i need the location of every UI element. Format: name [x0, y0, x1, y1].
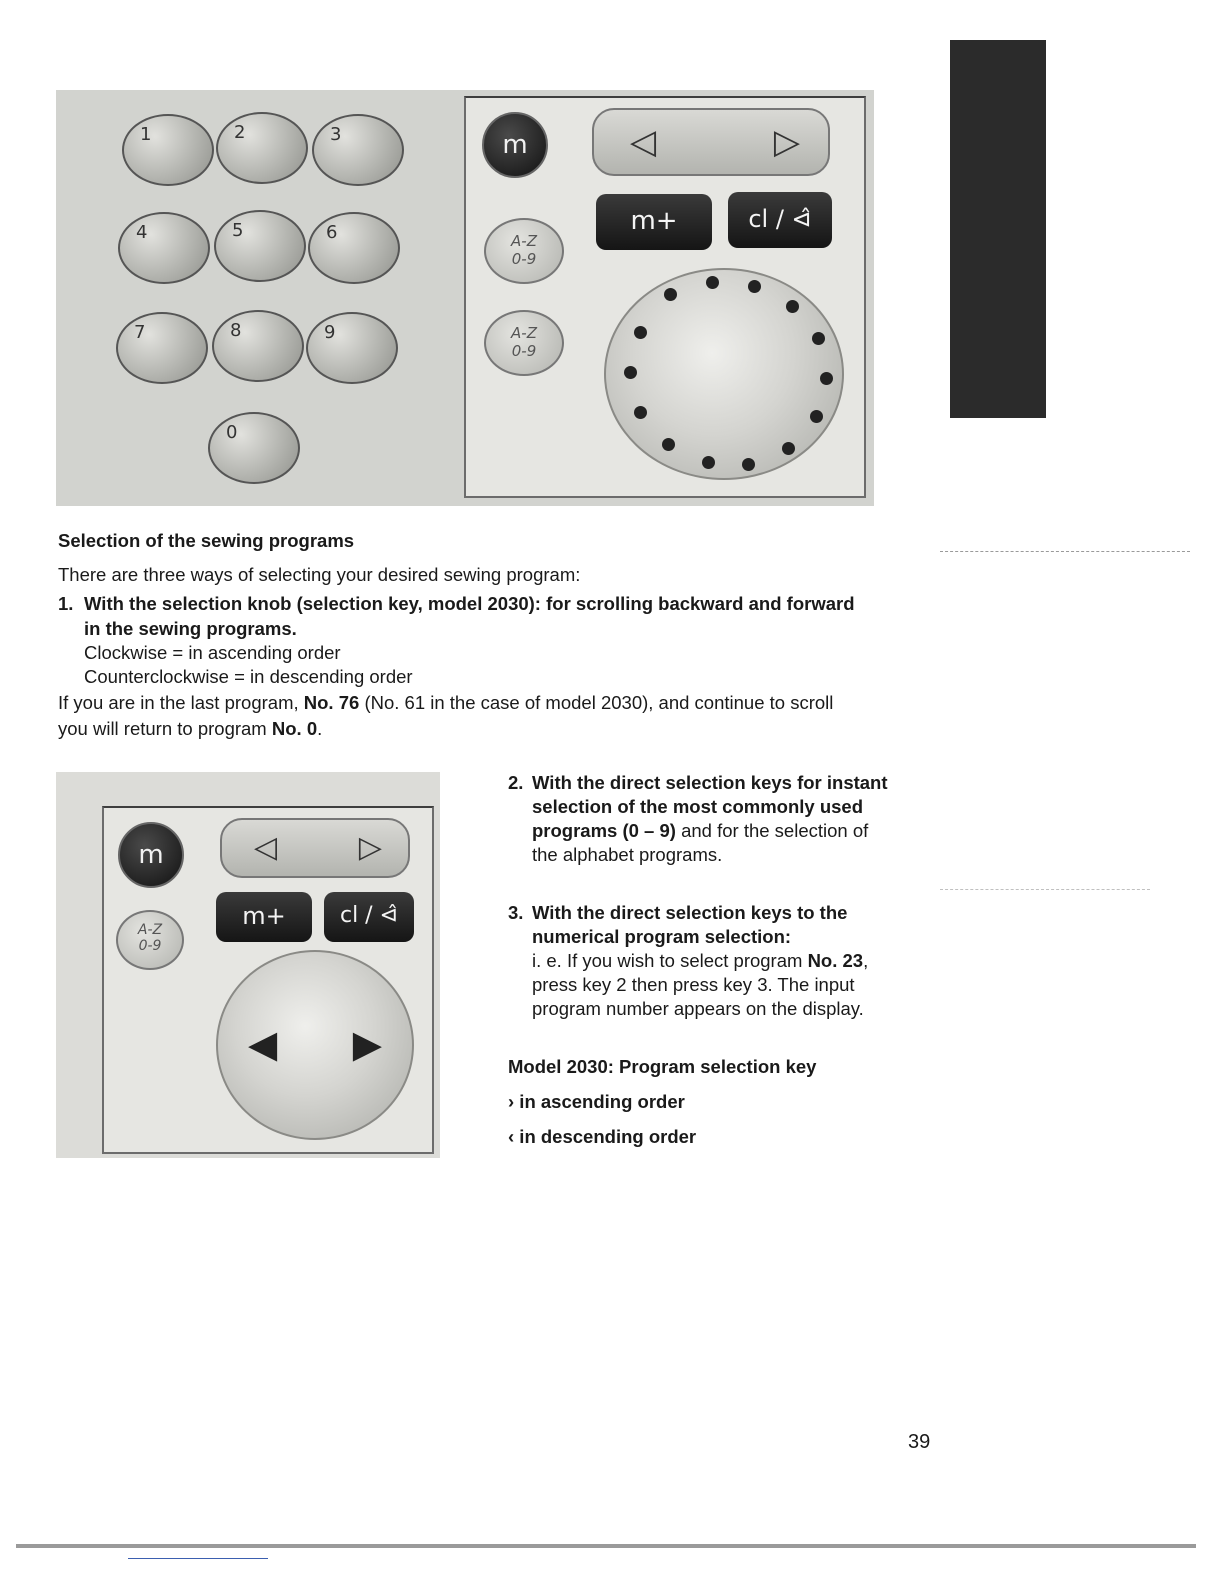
knob-dot [810, 410, 823, 423]
item2-line4: the alphabet programs. [532, 844, 723, 865]
model2030-ascending: › in ascending order [508, 1091, 685, 1112]
note-line1: If you are in the last program, No. 76 (No. 61 in the case of model 2030), and continue to scroll [58, 692, 834, 713]
selection-knob [604, 268, 844, 480]
item1-title-line1: With the selection knob (selection key, model 2030): for scrolling backward and forward [84, 593, 855, 614]
knob-dot [702, 456, 715, 469]
knob-dot [748, 280, 761, 293]
knob-dot [812, 332, 825, 345]
item3-line2: numerical program selection: [532, 926, 792, 947]
item2-number: 2. [508, 772, 524, 793]
memory-key: m [482, 112, 548, 178]
note-line2: you will return to program No. 0. [58, 718, 323, 739]
thumb-index-tab [950, 40, 1046, 418]
pad-right-arrow-icon: ▶ [352, 1024, 382, 1066]
clear-key: cl / ⊲̂ [728, 192, 832, 248]
knob-dot [820, 372, 833, 385]
section-heading: Selection of the sewing programs [58, 530, 355, 551]
intro-text: There are three ways of selecting your desired sewing program: [58, 564, 581, 585]
knob-dot [706, 276, 719, 289]
item1-counterclockwise: Counterclockwise = in descending order [84, 666, 413, 687]
knob-dot [634, 406, 647, 419]
page-number: 39 [908, 1431, 931, 1453]
item3-line1: With the direct selection keys to the [532, 902, 848, 923]
bottom-control-panel-photo [56, 772, 440, 1158]
top-function-panel [464, 96, 866, 498]
bottom-edge-rule [16, 1544, 1196, 1548]
scroll-arrow-bar [220, 818, 410, 878]
item3-line4: press key 2 then press key 3. The input [532, 974, 855, 995]
selection-pad [216, 950, 414, 1140]
bottom-edge-mark [128, 1558, 268, 1559]
item1-title-line2: in the sewing programs. [84, 618, 297, 639]
scroll-arrow-bar [592, 108, 830, 176]
clear-key: cl / ⊲̂ [324, 892, 414, 942]
item3-line3: i. e. If you wish to select program No. 23, [532, 950, 869, 971]
margin-rule [940, 551, 1190, 552]
number-key-0: 0 [208, 412, 300, 484]
number-key-9: 9 [306, 312, 398, 384]
number-key-2: 2 [216, 112, 308, 184]
item3-number: 3. [508, 902, 524, 923]
item1-number: 1. [58, 593, 74, 614]
margin-rule [940, 889, 1150, 890]
model2030-heading: Model 2030: Program selection key [508, 1056, 817, 1077]
number-key-8: 8 [212, 310, 304, 382]
knob-dot [782, 442, 795, 455]
knob-dot [634, 326, 647, 339]
item2-line3: programs (0 – 9) and for the selection of [532, 820, 869, 841]
alphabet-key: A-Z 0-9 [484, 218, 564, 284]
right-arrow-icon: ▷ [358, 831, 382, 864]
knob-dot [624, 366, 637, 379]
item2-line2: selection of the most commonly used [532, 796, 864, 817]
number-key-4: 4 [118, 212, 210, 284]
item2-line1: With the direct selection keys for instant [532, 772, 888, 793]
script-alphabet-key: A-Z 0-9 [484, 310, 564, 376]
item3-line5: program number appears on the display. [532, 998, 864, 1019]
knob-dot [664, 288, 677, 301]
number-key-6: 6 [308, 212, 400, 284]
model2030-descending: ‹ in descending order [508, 1126, 697, 1147]
number-key-5: 5 [214, 210, 306, 282]
pad-left-arrow-icon: ◀ [248, 1024, 278, 1066]
item1-clockwise: Clockwise = in ascending order [84, 642, 341, 663]
knob-dot [786, 300, 799, 313]
m-plus-key: m+ [596, 194, 712, 250]
knob-dot [662, 438, 675, 451]
top-control-panel-photo [56, 90, 874, 506]
number-key-7: 7 [116, 312, 208, 384]
left-arrow-icon: ◁ [254, 831, 278, 864]
knob-dot [742, 458, 755, 471]
right-arrow-icon: ▷ [773, 123, 800, 161]
number-key-3: 3 [312, 114, 404, 186]
number-key-1: 1 [122, 114, 214, 186]
bottom-function-panel [102, 806, 434, 1154]
m-plus-key: m+ [216, 892, 312, 942]
alphabet-key: A-Z 0-9 [116, 910, 184, 970]
left-arrow-icon: ◁ [630, 123, 657, 161]
memory-key: m [118, 822, 184, 888]
